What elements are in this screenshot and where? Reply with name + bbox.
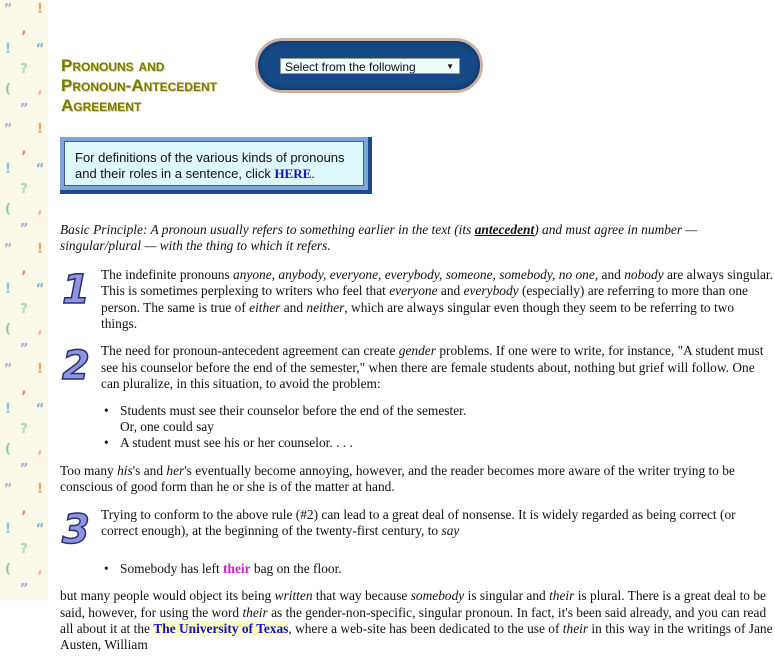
emphasized-text: his [117, 462, 133, 478]
text-segment: is singular and [464, 588, 550, 604]
emphasized-text: written [274, 588, 313, 604]
punctuation-decoration: ( [5, 202, 11, 217]
punctuation-decoration: ! [5, 522, 11, 537]
emphasized-text: anyone, anybody, everyone, everybody, someone, somebody, no one [233, 266, 595, 282]
punctuation-decoration: ” [3, 362, 13, 377]
punctuation-decoration: ! [37, 122, 43, 137]
rule-number-2-icon: 2 [62, 343, 90, 390]
punct: . [311, 166, 315, 181]
text-segment: Basic Principle: A pronoun usually refers to something earlier in the text (its [60, 222, 475, 237]
punctuation-decoration: ” [19, 462, 29, 477]
emphasized-text: either [249, 299, 281, 315]
punctuation-decoration: “ [35, 42, 45, 57]
text-segment: The need for pronoun-antecedent agreement can create [101, 343, 399, 359]
list-item: • A student must see his or her counselor. . . . [102, 435, 773, 451]
punctuation-decoration: ( [5, 562, 11, 577]
punctuation-decoration: ( [5, 442, 11, 457]
punctuation-decoration: , [37, 442, 43, 457]
select-value: Select from the following [285, 60, 416, 74]
punctuation-decoration: ! [5, 402, 11, 417]
emphasized-text: her [166, 462, 185, 478]
text-segment: but many people would object its being [60, 588, 275, 604]
rule-number-3-icon: 3 [62, 506, 90, 553]
here-link[interactable]: HERE [274, 166, 312, 181]
text-segment: Somebody has left [120, 560, 224, 576]
text-segment: , and [594, 266, 625, 282]
antecedent-link[interactable]: antecedent [474, 222, 535, 237]
punctuation-decoration: ! [5, 282, 11, 297]
topic-select[interactable] [280, 58, 460, 74]
list-item [102, 561, 773, 577]
emphasized-text: their [242, 604, 268, 620]
rule-3-block [60, 507, 773, 553]
emphasized-text: gender [398, 343, 436, 359]
punctuation-decoration: ! [5, 42, 11, 57]
text-segment: in this way in the writings of Jane Austen, William [60, 620, 773, 653]
title-line: Pronoun-Antecedent [61, 76, 217, 95]
punctuation-decoration: , [21, 382, 27, 397]
rule-2-list [102, 403, 773, 452]
text-segment: Too many [60, 462, 118, 478]
punctuation-decoration: ? [20, 542, 28, 557]
definitions-box [60, 137, 372, 194]
punctuation-decoration: , [37, 562, 43, 577]
emphasized-text: neither [306, 299, 345, 315]
punctuation-decoration: ” [19, 222, 29, 237]
punctuation-decoration: ! [5, 162, 11, 177]
emphasized-text: their [549, 588, 575, 604]
rule-2-block [60, 343, 773, 392]
text-segment: problems. If one were to write, for instance, "A student must see his counselor before the end of the semester," when there are female students about, nothing but grief will follow. One can pluralize, in this situation, to avoid the problem: [101, 343, 764, 392]
rule-1-block [60, 267, 773, 333]
definitions-text: For definitions of the various kinds of pronouns and their roles in a sentence, click [75, 150, 345, 181]
paragraph-after-rule-3 [60, 588, 773, 654]
university-of-texas-link[interactable]: The University of Texas [153, 620, 289, 636]
emphasized-text: somebody [410, 588, 465, 604]
text-segment: 's and [132, 462, 167, 478]
punctuation-decoration: , [37, 82, 43, 97]
punctuation-decoration: ! [37, 242, 43, 257]
emphasized-text: say [441, 523, 460, 539]
title-line: Agreement [61, 96, 142, 115]
text-segment: that way because [312, 588, 411, 604]
emphasized-text: everyone [389, 283, 438, 299]
punctuation-decoration: , [21, 142, 27, 157]
punctuation-decoration: , [37, 322, 43, 337]
text-segment: are always singular. This is sometimes perplexing to writers who feel that [101, 266, 773, 299]
punctuation-decoration: ” [19, 582, 29, 597]
punctuation-decoration: ( [5, 322, 11, 337]
punctuation-decoration: ” [3, 242, 13, 257]
text-segment: , which are always singular even though they seem to be referring to two things. [101, 299, 735, 332]
punctuation-decoration: , [37, 202, 43, 217]
punctuation-decoration: “ [35, 402, 45, 417]
rule-1 [101, 267, 773, 333]
dropdown-arrow-icon: ▼ [446, 62, 454, 71]
punctuation-decoration: “ [35, 162, 45, 177]
punctuation-decoration: , [21, 262, 27, 277]
emphasized-text: everybody [463, 283, 519, 299]
punctuation-decoration: ” [19, 342, 29, 357]
paragraph-after-rule-2 [60, 463, 773, 496]
article-body [60, 222, 773, 665]
punctuation-decoration: , [21, 22, 27, 37]
highlighted-word: their [223, 560, 251, 576]
rule-3 [101, 507, 773, 540]
punctuation-decoration: ” [3, 122, 13, 137]
text-segment: bag on the floor. [250, 560, 342, 576]
text-segment: is plural. There is a great deal to be said, however, for using the word [60, 588, 766, 620]
decorative-punctuation-border [0, 0, 48, 600]
punctuation-decoration: ” [3, 2, 13, 17]
punctuation-decoration: ! [37, 482, 43, 497]
text-segment: The indefinite pronouns [101, 266, 234, 282]
punctuation-decoration: ( [5, 82, 11, 97]
punctuation-decoration: ? [20, 422, 28, 437]
list-item: • Students must see their counselor before the end of the semester. [102, 403, 773, 419]
title-line: Pronouns and [61, 56, 165, 75]
text-segment: 's eventually become annoying, however, and the reader becomes more aware of the writer trying to be conscious of good form than he or she is of the matter at hand. [60, 462, 735, 495]
text-segment: and [437, 283, 464, 299]
punctuation-decoration: , [21, 502, 27, 517]
rule-2 [101, 343, 773, 392]
text-segment: , where a web-site has been dedicated to the use of [288, 620, 563, 636]
text-segment: (especially) are referring to more than one person. The same is true of [101, 283, 748, 315]
text-segment: as the gender-non-specific, singular pronoun. In fact, it's been said already, and you can read all about it at the [60, 604, 767, 636]
text-segment: ) and must agree in number — singular/plural — with the thing to which it refers. [60, 222, 698, 254]
punctuation-decoration: ” [3, 482, 13, 497]
emphasized-text: their [562, 620, 589, 636]
emphasized-text: nobody [624, 266, 664, 282]
punctuation-decoration: “ [35, 522, 45, 537]
punctuation-decoration: ? [20, 62, 28, 77]
basic-principle [60, 222, 773, 255]
punctuation-decoration: ” [19, 102, 29, 117]
rule-3-list [102, 561, 773, 577]
punctuation-decoration: ? [20, 182, 28, 197]
punctuation-decoration: “ [35, 282, 45, 297]
punctuation-decoration: ! [37, 2, 43, 17]
page-title [61, 56, 217, 116]
list-item: Or, one could say [120, 419, 214, 435]
rule-number-1-icon: 1 [62, 266, 90, 313]
text-segment: Trying to conform to the above rule (#2) can lead to a great deal of nonsense. It is widely regarded as being correct (or correct enough), at the beginning of the twenty-first century, to [101, 506, 736, 539]
text-segment: and [280, 299, 307, 315]
punctuation-decoration: ? [20, 302, 28, 317]
punctuation-decoration: ! [37, 362, 43, 377]
navigation-pill [255, 38, 483, 93]
